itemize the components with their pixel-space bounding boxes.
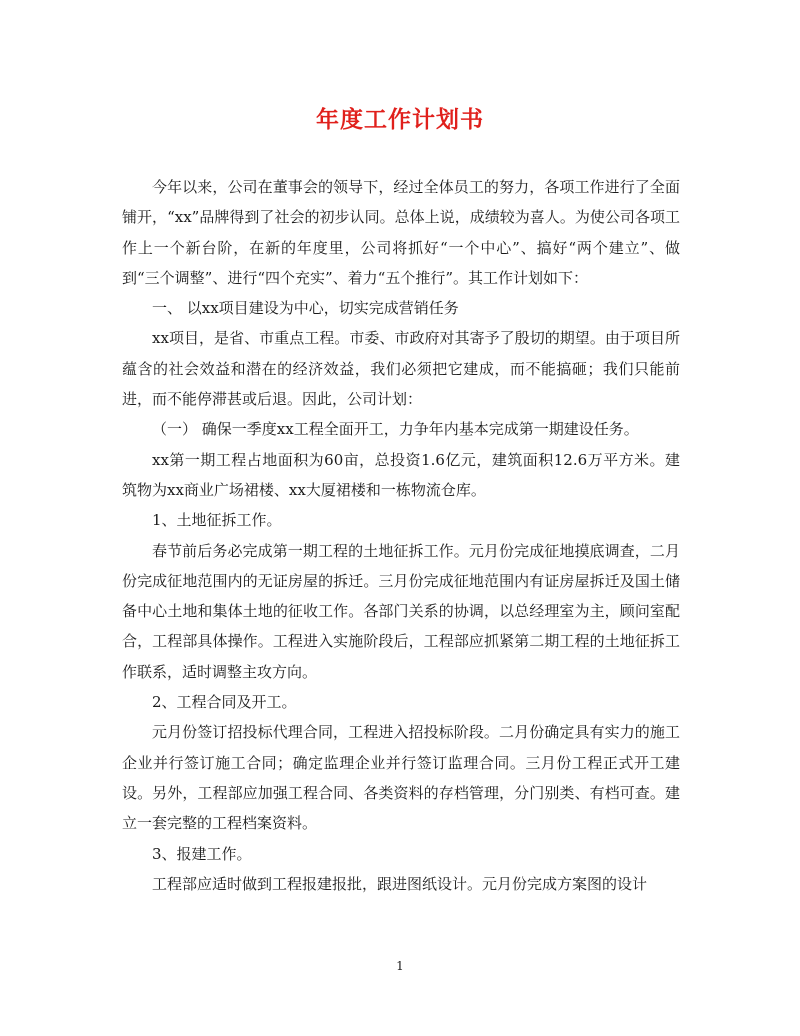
paragraph-land: 春节前后务必完成第一期工程的土地征拆工作。元月份完成征地摸底调查，二月份完成征地范围内的无证房屋的拆迁。三月份完成征地范围内有证房屋拆迁及国土储备中心土地和集体土地的征收工作。各部门关系的协调，以总经理室为主，顾问室配合，工程部具体操作。工程进入实施阶段后，工程部应抓紧第二期工程的土地征拆工作联系，适时调整主攻方向。 (122, 541, 680, 681)
paragraph-permit: 工程部应适时做到工程报建报批，跟进图纸设计。元月份完成方案图的设计 (152, 874, 648, 893)
document-title: 年度工作计划书 (316, 106, 484, 133)
paragraph-phase-one: xx第一期工程占地面积为60亩，总投资1.6亿元，建筑面积12.6万平方米。建筑物为xx商业广场裙楼、xx大厦裙楼和一栋物流仓库。 (122, 450, 680, 499)
item-heading-permit: 3、报建工作。 (152, 844, 252, 863)
paragraph-contract: 元月份签订招投标代理合同，工程进入招投标阶段。二月份确定具有实力的施工企业并行签订施工合同；确定监理企业并行签订监理合同。三月份工程正式开工建设。另外，工程部应加强工程合同、各类资料的存档管理，分门别类、有档可查。建立一套完整的工程档案资料。 (122, 723, 680, 833)
paragraph-project: xx项目，是省、市重点工程。市委、市政府对其寄予了殷切的期望。由于项目所蕴含的社会效益和潜在的经济效益，我们必须把它建成，而不能搞砸；我们只能前进，而不能停滞甚或后退。因此，公司计划： (122, 329, 680, 409)
item-heading-land: 1、土地征拆工作。 (152, 511, 282, 530)
paragraph-intro: 今年以来，公司在董事会的领导下，经过全体员工的努力，各项工作进行了全面铺开，“xx”品牌得到了社会的初步认同。总体上说，成绩较为喜人。为使公司各项工作上一个新台阶，在新的年度里，公司将抓好“一个中心”、搞好“两个建立”、做到“三个调整”、进行“四个充实”、着力“五个推行”。其工作计划如下： (122, 178, 680, 287)
document-body (122, 172, 680, 899)
subsection-heading-1: （一） 确保一季度xx工程全面开工，力争年内基本完成第一期建设任务。 (152, 420, 639, 439)
item-heading-contract: 2、工程合同及开工。 (152, 693, 297, 712)
page-number: 1 (396, 959, 404, 973)
section-heading-1: 一、 以xx项目建设为中心，切实完成营销任务 (152, 299, 459, 318)
